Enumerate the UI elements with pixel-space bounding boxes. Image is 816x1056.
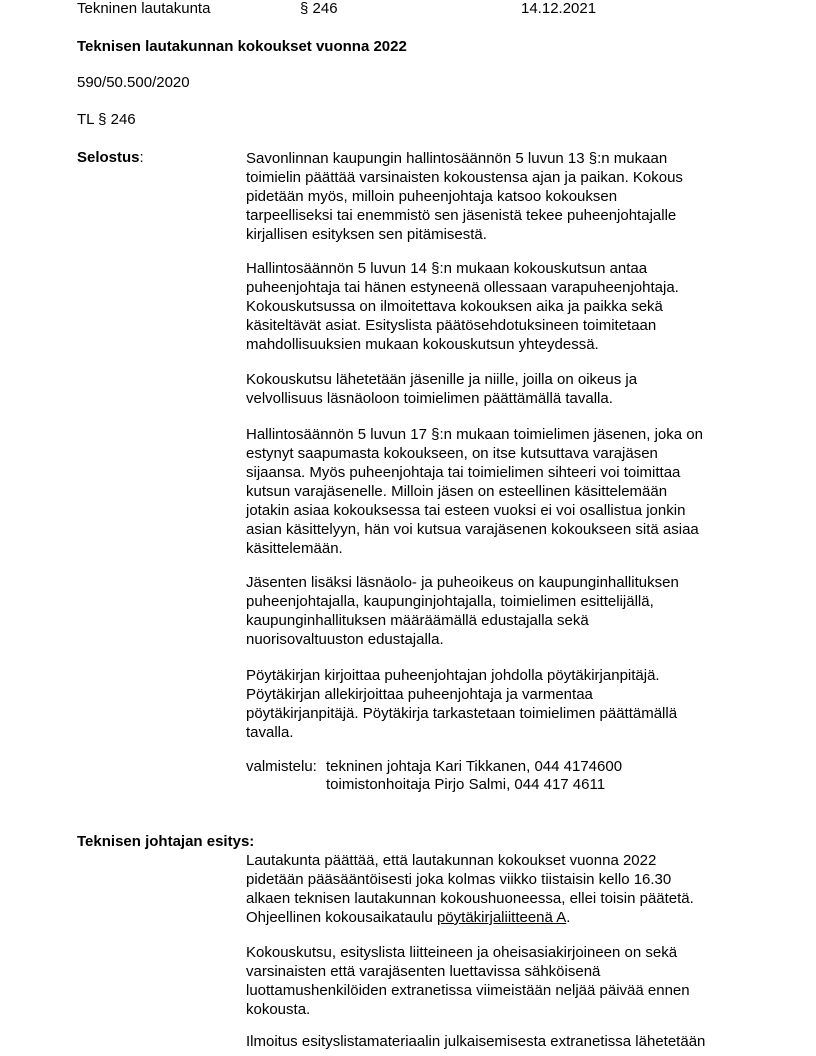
text-line: Kokouskutsussa on ilmoitettava kokouksen aika ja paikka sekä (246, 298, 663, 315)
text-line: mahdollisuuksien mukaan kokouskutsun yhteydessä. (246, 336, 599, 353)
text-line: pidetään myös, milloin puheenjohtaja katsoo kokouksen (246, 188, 618, 205)
text-line: alkaen teknisen lautakunnan kokoushuoneessa, ellei toisin päätetä. (246, 890, 694, 907)
selostus-paragraph-2 (246, 259, 766, 354)
valmistelu-line-2: toimistonhoitaja Pirjo Salmi, 044 417 4611 (326, 776, 606, 793)
header-section: § 246 (300, 0, 338, 17)
text-line: kutsun varajäsenelle. Milloin jäsen on esteellinen käsittelemään (246, 483, 668, 500)
text-line: estynyt saapumasta kokoukseen, on itse kutsuttava varajäsen (246, 445, 658, 462)
esitys-paragraph-3 (246, 1032, 766, 1051)
text-line: Ilmoitus esityslistamateriaalin julkaisemisesta extranetissa lähetetään (246, 1033, 706, 1050)
text-line: Lautakunta päättää, että lautakunnan kokoukset vuonna 2022 (246, 852, 657, 869)
text-line: Ohjeellinen kokousaikataulu pöytäkirjaliitteenä A. (246, 909, 571, 926)
text-line: toimielin päättää varsinaisten kokoustensa ajan ja paikan. Kokous (246, 169, 683, 186)
valmistelu-line-1: tekninen johtaja Kari Tikkanen, 044 4174600 (326, 758, 623, 775)
text-line: Kokouskutsu lähetetään jäsenille ja niille, joilla on oikeus ja (246, 371, 638, 388)
header-committee: Tekninen lautakunta (77, 0, 211, 17)
text-line: nuorisovaltuuston edustajalla. (246, 631, 444, 648)
text-line: kokousta. (246, 1001, 311, 1018)
text-line: kaupunginhallituksen määräämällä edustajalla sekä (246, 612, 589, 629)
selostus-paragraph-4 (246, 425, 766, 558)
text-line: Pöytäkirjan kirjoittaa puheenjohtajan johdolla pöytäkirjanpitäjä. (246, 667, 660, 684)
page-title: Teknisen lautakunnan kokoukset vuonna 2022 (77, 38, 407, 55)
text-line: pöytäkirjanpitäjä. Pöytäkirja tarkastetaan toimielimen päättämällä (246, 705, 678, 722)
attachment-a-link[interactable]: pöytäkirjaliitteenä A (436, 909, 567, 926)
text-line: luottamushenkilöiden extranetissa viimeistään neljää päivää ennen (246, 982, 690, 999)
record-number: 590/50.500/2020 (77, 74, 190, 91)
text-line: sijaansa. Myös puheenjohtaja tai toimielimen sihteeri voi toimittaa (246, 464, 681, 481)
text-line: Kokouskutsu, esityslista liitteineen ja oheisasiakirjoineen on sekä (246, 944, 678, 961)
text-line: puheenjohtaja tai hänen estyneenä ollessaan varapuheenjohtaja. (246, 279, 679, 296)
text-line: asian käsittelyyn, hän voi kutsua varajäsenen kokoukseen sitä asiaa (246, 521, 699, 538)
selostus-paragraph-1 (246, 149, 766, 244)
text-line: tavalla. (246, 724, 294, 741)
text-line: Pöytäkirjan allekirjoittaa puheenjohtaja ja varmentaa (246, 686, 593, 703)
text-line: käsiteltävät asiat. Esityslista päätösehdotuksineen toimitetaan (246, 317, 657, 334)
tl-reference: TL § 246 (77, 111, 136, 128)
text-line: Jäsenten lisäksi läsnäolo- ja puheoikeus on kaupunginhallituksen (246, 574, 679, 591)
esitys-paragraph-2 (246, 943, 766, 1019)
header-date: 14.12.2021 (521, 0, 597, 17)
selostus-paragraph-5 (246, 573, 766, 649)
esitys-paragraph-1 (246, 851, 766, 927)
text-line: tarpeelliseksi tai enemmistö sen jäsenistä tekee puheenjohtajalle (246, 207, 677, 224)
text-line: käsittelemään. (246, 540, 343, 557)
text-line: kirjallisen esityksen sen pitämisestä. (246, 226, 487, 243)
text-line: puheenjohtajalla, kaupunginjohtajalla, toimielimen esittelijällä, (246, 593, 654, 610)
valmistelu-label: valmistelu: (246, 758, 317, 775)
esitys-label: Teknisen johtajan esitys: (77, 833, 255, 850)
selostus-paragraph-6 (246, 666, 766, 742)
text-line: jotakin asiaa kokouksessa tai esteen vuoksi ei voi osallistua jonkin (246, 502, 686, 519)
text-line: Hallintosäännön 5 luvun 14 §:n mukaan kokouskutsun antaa (246, 260, 648, 277)
text-line: Savonlinnan kaupungin hallintosäännön 5 luvun 13 §:n mukaan (246, 150, 668, 167)
text-line: pidetään pääsääntöisesti joka kolmas viikko tiistaisin kello 16.30 (246, 871, 672, 888)
text-line: velvollisuus läsnäoloon toimielimen päättämällä tavalla. (246, 390, 613, 407)
selostus-paragraph-3 (246, 370, 766, 408)
selostus-label: Selostus: (77, 149, 144, 166)
text-line: Hallintosäännön 5 luvun 17 §:n mukaan toimielimen jäsenen, joka on (246, 426, 703, 443)
text-line: varsinaisten että varajäsenten luettavissa sähköisenä (246, 963, 601, 980)
